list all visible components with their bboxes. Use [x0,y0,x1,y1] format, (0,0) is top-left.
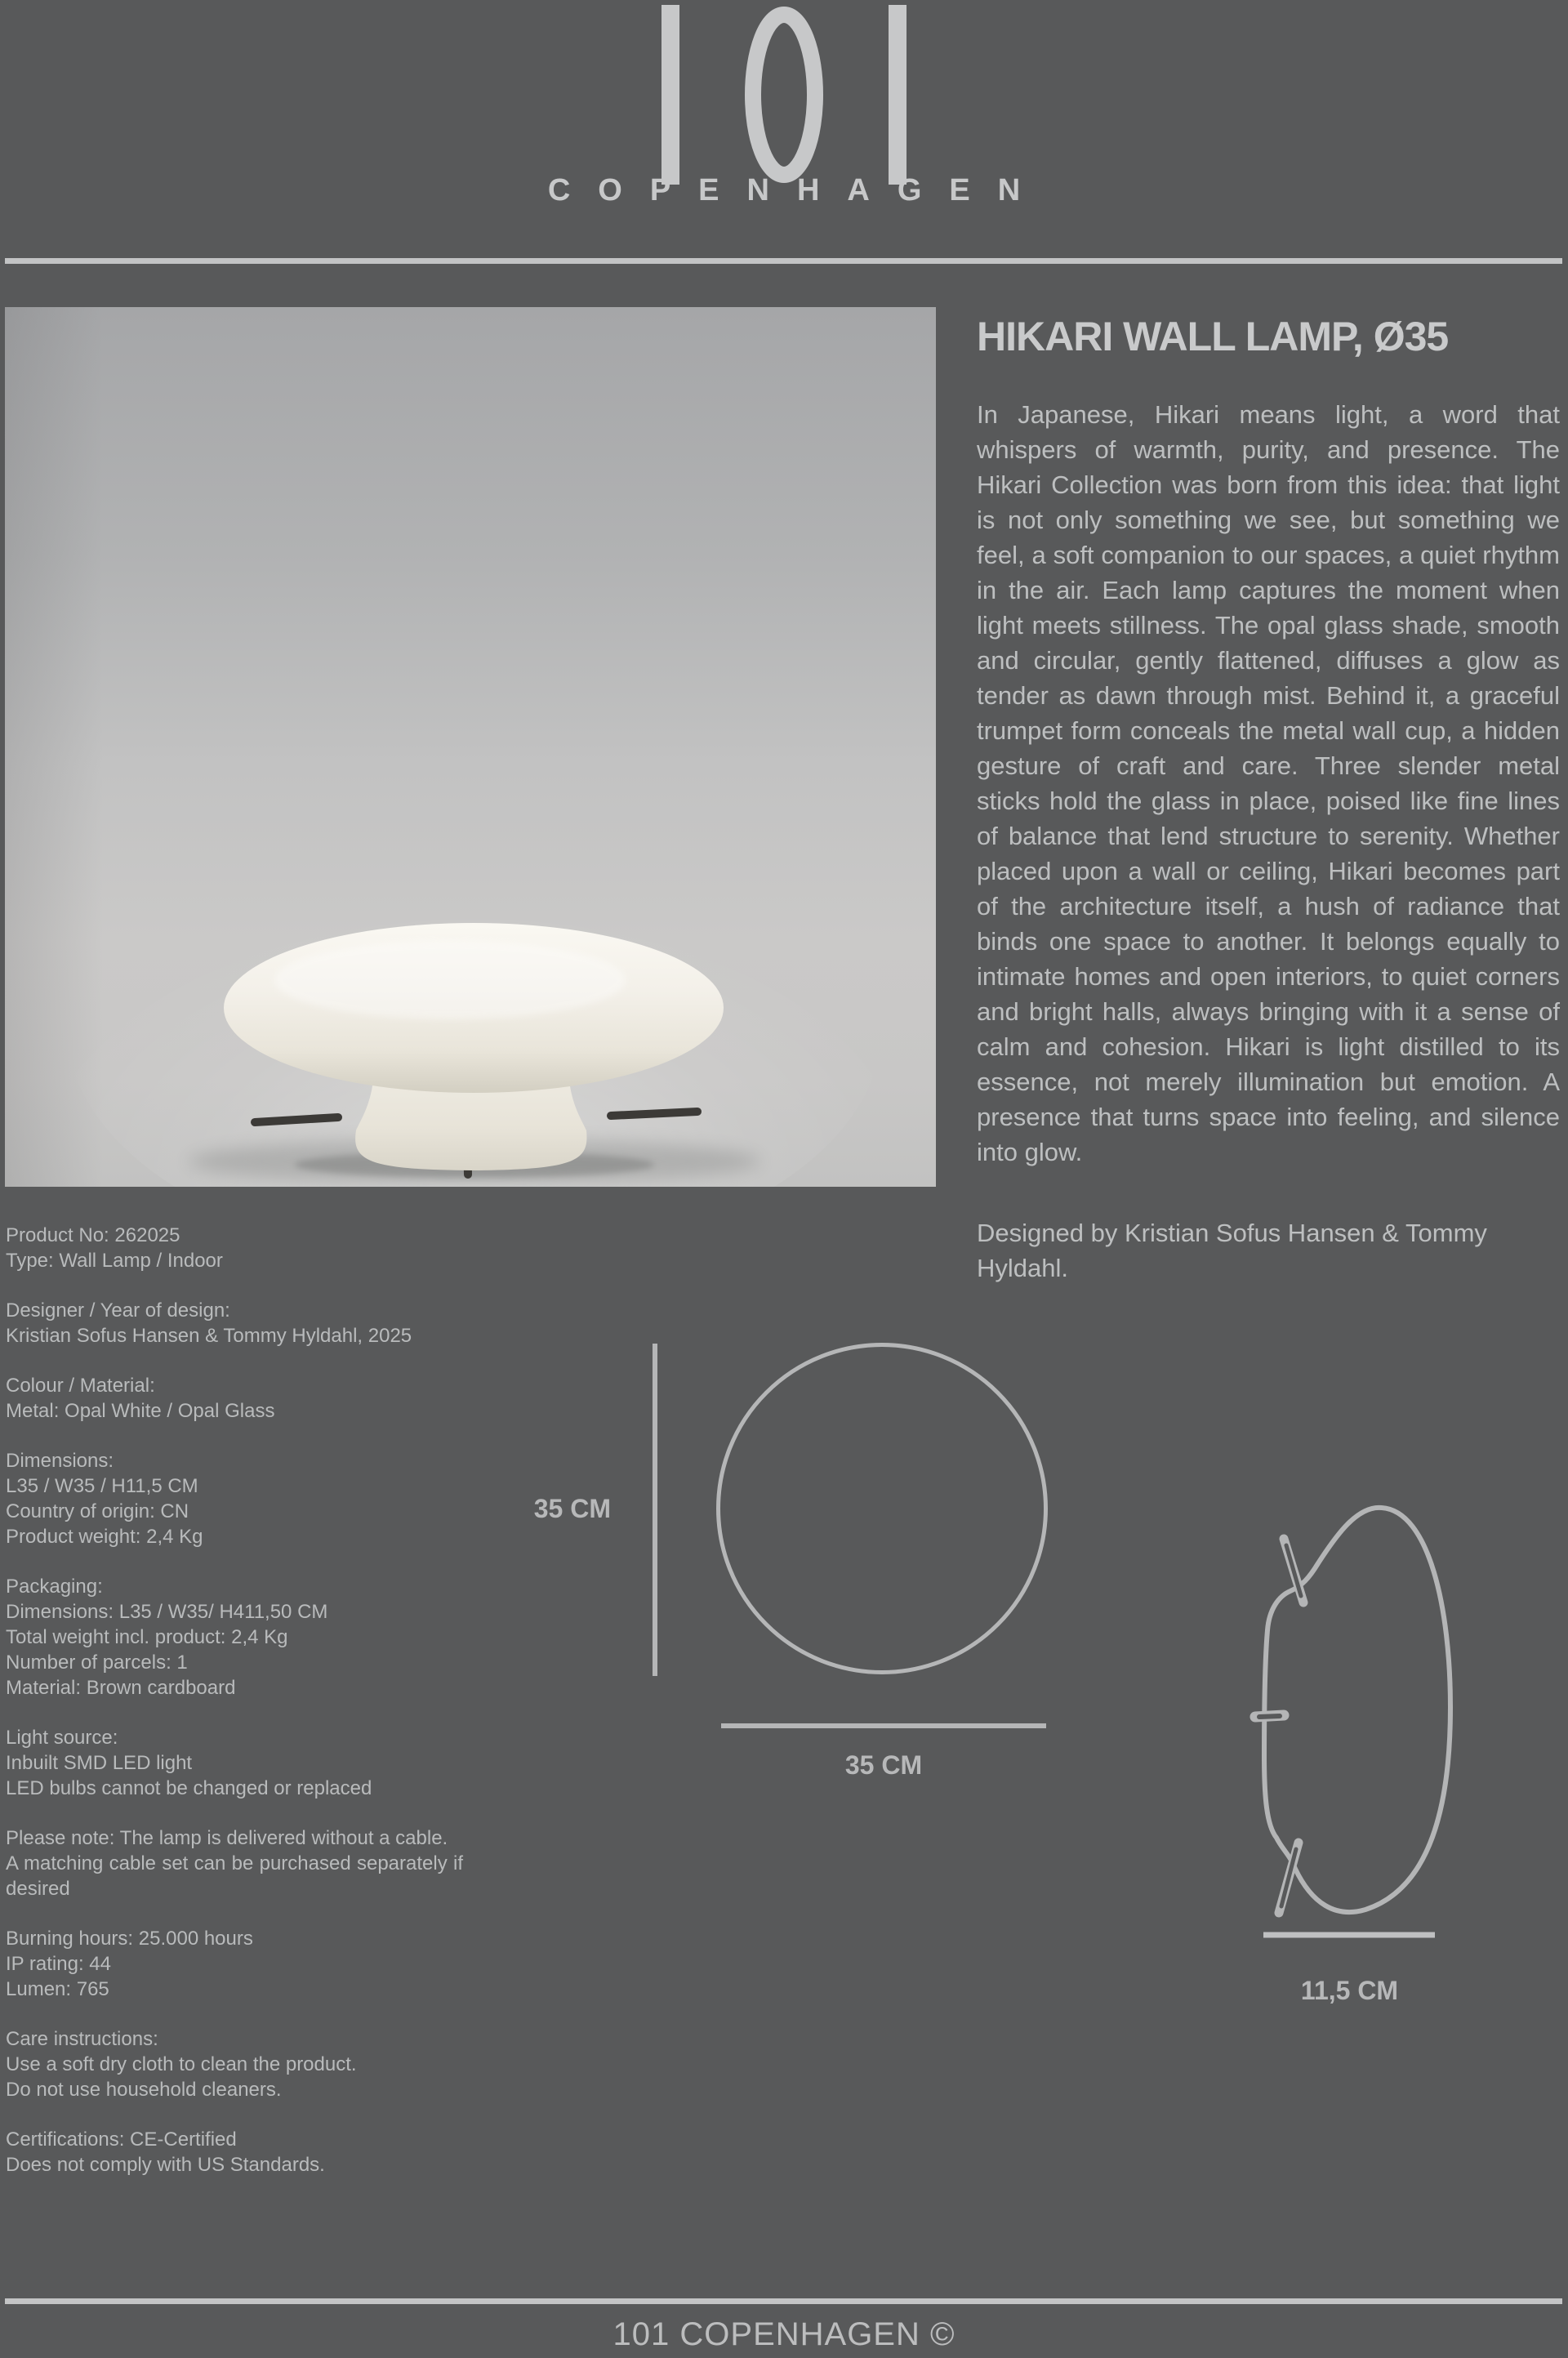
spec-line: Product No: 262025 [6,1224,180,1246]
brand-logo-graphic [653,3,915,186]
top-view-height-label: 35 CM [533,1494,611,1523]
specs-column [6,1223,463,2202]
brand-name: COPENHAGEN [547,173,1049,207]
spec-line: Designer / Year of design: [6,1299,230,1322]
spec-line: IP rating: 44 [6,1953,111,1975]
spec-block-dimensions [6,1448,463,1549]
designer-credit: Designed by Kristian Sofus Hansen & Tommy Hyldahl. [977,1219,1487,1282]
spec-block-packaging [6,1574,463,1701]
spec-line: Please note: The lamp is delivered without a cable. [6,1827,448,1849]
spec-line: Total weight incl. product: 2,4 Kg [6,1626,288,1648]
spec-line: Do not use household cleaners. [6,2079,282,2101]
spec-line: Packaging: [6,1576,103,1598]
spec-line: Certifications: CE-Certified [6,2128,237,2151]
spec-line: Light source: [6,1727,118,1749]
spec-line: Material: Brown cardboard [6,1677,236,1699]
footer-brand: 101 COPENHAGEN © [612,2316,956,2352]
top-view-height-line [653,1344,657,1676]
lamp-stick-right [611,1112,697,1116]
spec-block-certifications [6,2127,463,2177]
spec-block-note [6,1825,463,1901]
spec-block-light-source [6,1725,463,1801]
spec-block-designer [6,1298,463,1348]
header-divider [5,258,1562,264]
top-view-width-line [721,1723,1046,1728]
spec-line: Lumen: 765 [6,1978,109,2000]
spec-line: Inbuilt SMD LED light [6,1752,193,1774]
product-article [977,314,1560,1286]
spec-line: Country of origin: CN [6,1500,189,1522]
top-view-circle [716,1343,1048,1674]
spec-block-care [6,2026,463,2102]
spec-line: Colour / Material: [6,1375,155,1397]
spec-line: Care instructions: [6,2028,158,2050]
side-view-pin [1255,1715,1284,1717]
top-view-width-label: 35 CM [844,1750,923,1780]
spec-line: Number of parcels: 1 [6,1651,188,1674]
spec-line: Burning hours: 25.000 hours [6,1928,253,1950]
lamp-shade-highlight [274,941,626,1019]
footer-divider [5,2298,1562,2304]
spec-line: A matching cable set can be purchased separately if desired [6,1852,463,1900]
spec-line: Does not comply with US Standards. [6,2154,325,2176]
spec-line: Dimensions: [6,1450,114,1472]
spec-line: Type: Wall Lamp / Indoor [6,1250,223,1272]
product-photo [5,307,936,1187]
side-view-drawing [1160,1487,1568,1944]
product-title: HIKARI WALL LAMP, Ø35 [977,314,1449,359]
product-photo-image [5,307,936,1187]
side-view-width-label: 11,5 CM [1300,1976,1399,2005]
spec-line: Use a soft dry cloth to clean the product. [6,2053,357,2075]
spec-line: Kristian Sofus Hansen & Tommy Hyldahl, 2025 [6,1325,412,1347]
spec-line: L35 / W35 / H11,5 CM [6,1475,198,1497]
spec-line: Product weight: 2,4 Kg [6,1526,203,1548]
spec-block-material [6,1373,463,1424]
spec-line: LED bulbs cannot be changed or replaced [6,1777,372,1799]
spec-block-product [6,1223,463,1273]
lamp-stick-left [255,1117,338,1122]
product-description: In Japanese, Hikari means light, a word that whispers of warmth, purity, and presence. The Hikari Collection was born from this idea: that light is not only something we see, but something we feel, a soft companion to our spaces, a quiet rhythm in the air. Each lamp captures the moment when light meets stillness. The opal glass shade, smooth and circular, gently flattened, diffuses a glow as tender as dawn through mist. Behind it, a graceful trumpet form conceals the metal wall cup, a hidden gesture of craft and care. Three slender metal sticks hold the glass in place, poised like fine lines of balance that lend structure to serenity. Whether placed upon a wall or ceiling, Hikari becomes part of the architecture itself, a hush of radiance that binds one space to another. It belongs equally to intimate homes and open interiors, to quiet corners and bright halls, always bringing with it a sense of calm and cohesion. Hikari is light distilled to its essence, not merely illumination but emotion. A presence that turns space into feeling, and silence into glow. [977,400,1560,1166]
brand-logo [653,3,915,186]
spec-line: Dimensions: L35 / W35/ H411,50 CM [6,1601,328,1623]
spec-line: Metal: Opal White / Opal Glass [6,1400,275,1422]
spec-block-electrical [6,1926,463,2002]
